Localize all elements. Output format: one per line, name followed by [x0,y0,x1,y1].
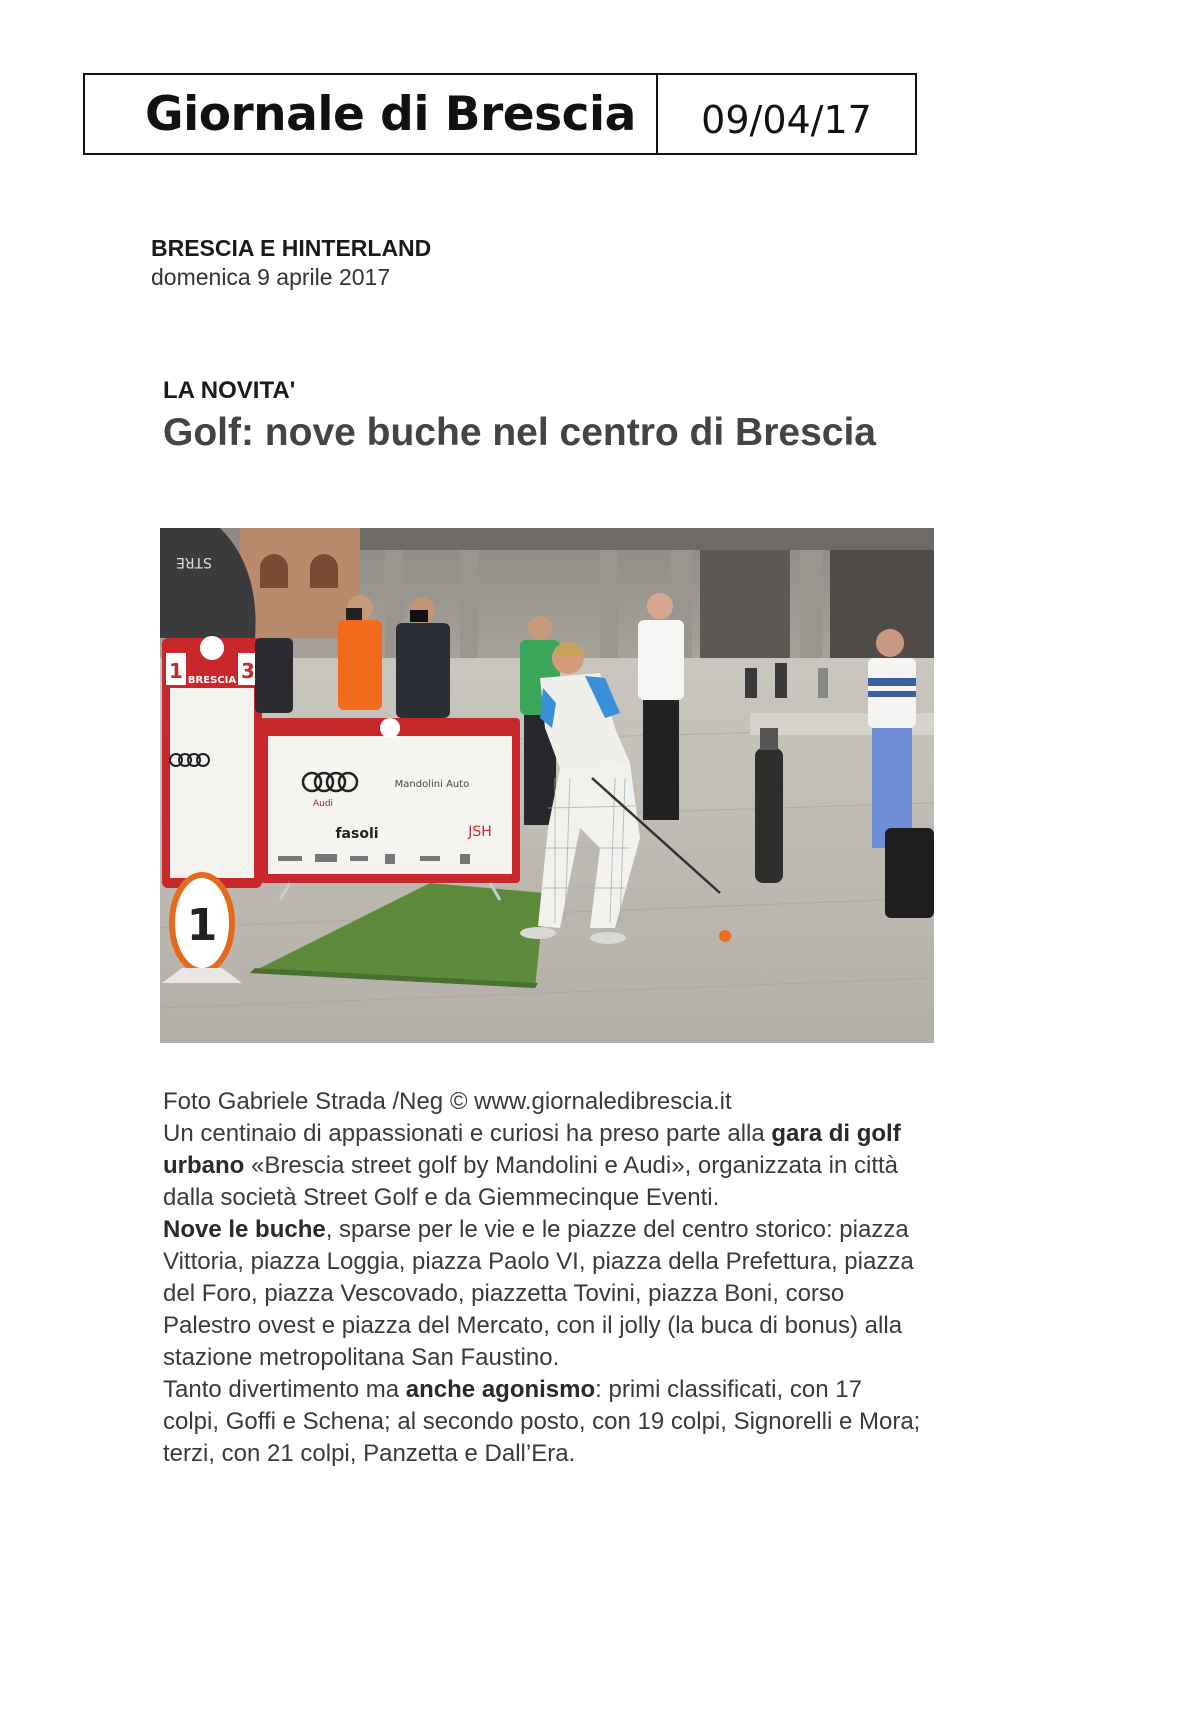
spectator-white-shirt [638,593,684,820]
article-paragraph-2 [163,1214,923,1374]
svg-text:STRE: STRE [175,554,212,570]
p2-text-b: , sparse per le vie e le piazze del centro storico: piazza Vittoria, piazza Loggia, piazza Paolo VI, piazza della Prefettura, piazza del Foro, piazza Vescovado, piazzetta Tovini, piazza Boni, corso Palestro ovest e piazza del Mercato, con il jolly (la buca di bonus) alla stazione metropolitana San Faustino. [163,1216,914,1371]
publication-date: 09/04/17 [701,98,872,142]
article-paragraph-1 [163,1118,923,1214]
section-header [151,234,431,292]
p1-text-c: «Brescia street golf by Mandolini e Audi», organizzata in città dalla società Street Golf e da Giemmecinque Eventi. [163,1152,899,1211]
section-title: BRESCIA E HINTERLAND [151,235,432,261]
main-sponsor-sign [260,718,520,900]
article-headline: Golf: nove buche nel centro di Brescia [163,411,876,454]
masthead-date-cell [658,75,915,153]
photo-credit: Foto Gabriele Strada /Neg © www.giornaledibrescia.it [163,1088,732,1115]
golf-ball [719,930,731,942]
golf-bag-right [885,828,934,918]
golf-scene-illustration [160,528,934,1043]
sign-audi-label: Audi [312,799,334,809]
p3-text-c: : primi classificati, con 17 colpi, Goffi e Schena; al secondo posto, con 19 colpi, Signorelli e Mora; terzi, con 21 colpi, Panzetta e Dall’Era. [163,1376,921,1467]
portico-roof [360,528,934,550]
masthead [83,73,917,155]
p2-bold: Nove le buche [163,1216,326,1243]
p3-text-a: Tanto divertimento ma [163,1376,406,1403]
newspaper-name: Giornale di Brescia [145,86,636,142]
p1-bold: gara di golf urbano [163,1120,901,1179]
sign-brand-label: Mandolini Auto [394,779,470,790]
left-sponsor-sign [162,636,262,888]
article-photo [160,528,934,1043]
golf-bag [755,728,783,883]
sign-jsh-label: JSH [468,824,492,840]
flag-number-left: 1 [169,659,183,683]
flag-number-right: 3 [241,659,255,683]
article-headline-block [163,376,876,458]
spectator-right [868,629,916,848]
hole-number: 1 [186,900,218,951]
sign-fasoli-label: fasoli [335,826,379,842]
p1-text-a: Un centinaio di appassionati e curiosi ha preso parte alla [163,1120,772,1147]
p3-bold: anche agonismo [405,1376,596,1403]
article-paragraph-3 [163,1374,923,1470]
sign-city-label: BRESCIA [187,675,237,686]
masthead-name-cell [85,75,658,153]
article-kicker: LA NOVITA' [163,377,296,404]
article-body [163,1086,923,1470]
section-date: domenica 9 aprile 2017 [151,264,391,290]
